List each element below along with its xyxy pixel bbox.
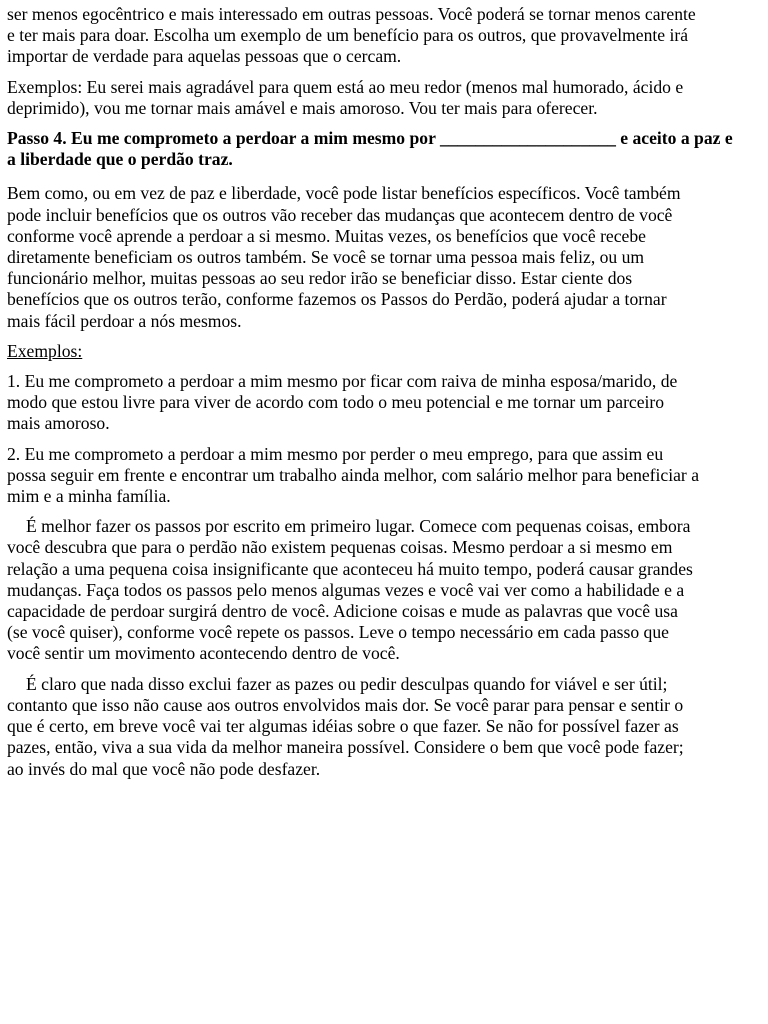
- text-line: mais amoroso.: [7, 413, 110, 434]
- text-line: diretamente beneficiam os outros também. Se você se tornar uma pessoa mais feliz, ou um: [7, 247, 645, 268]
- text-line: ao invés do mal que você não pode desfazer.: [7, 758, 321, 779]
- text-line: pazes, então, viva a sua vida da melhor maneira possível. Considere o bem que você pode fazer;: [7, 737, 684, 758]
- paragraph-examples-benefits: [7, 77, 759, 119]
- step-4-heading: [7, 128, 759, 170]
- text-line: funcionário melhor, muitas pessoas ao seu redor irão se beneficiar disso. Estar ciente dos: [7, 268, 633, 289]
- text-line: possa seguir em frente e encontrar um trabalho ainda melhor, com salário melhor para beneficiar a: [7, 464, 699, 485]
- text-line: 1. Eu me comprometo a perdoar a mim mesmo por ficar com raiva de minha esposa/marido, de: [7, 371, 678, 392]
- text-line: contanto que isso não cause aos outros envolvidos mais dor. Se você parar para pensar e sentir o: [7, 694, 684, 715]
- text-line: benefícios que os outros terão, conforme fazemos os Passos do Perdão, poderá ajudar a tornar: [7, 289, 667, 310]
- paragraph-amends: [7, 674, 759, 780]
- text-line: ser menos egocêntrico e mais interessado em outras pessoas. Você poderá se tornar menos carente: [7, 4, 696, 24]
- text-line: (se você quiser), conforme você repete os passos. Leve o tempo necessário em cada passo que: [7, 622, 669, 643]
- text-line: mais fácil perdoar a nós mesmos.: [7, 310, 242, 331]
- paragraph-benefits-intro: [7, 4, 759, 68]
- heading-line: a liberdade que o perdão traz.: [7, 149, 233, 170]
- text-line: e ter mais para doar. Escolha um exemplo de um benefício para os outros, que provavelmente irá: [7, 25, 689, 46]
- paragraph-writing-steps: [7, 516, 759, 664]
- text-line: que é certo, em breve você vai ter algumas idéias sobre o que fazer. Se não for possível fazer as: [7, 716, 679, 737]
- example-2: [7, 444, 759, 508]
- text-line: 2. Eu me comprometo a perdoar a mim mesmo por perder o meu emprego, para que assim eu: [7, 443, 664, 464]
- text-line: Bem como, ou em vez de paz e liberdade, você pode listar benefícios específicos. Você também: [7, 183, 681, 204]
- document-page: [7, 0, 759, 780]
- heading-line: Passo 4. Eu me comprometo a perdoar a mim mesmo por ____________________ e aceito a paz e: [7, 128, 733, 149]
- text-line: Exemplos: Eu serei mais agradável para quem está ao meu redor (menos mal humorado, ácido e: [7, 76, 684, 97]
- text-line: modo que estou livre para viver de acordo com todo o meu potencial e me tornar um parceiro: [7, 392, 665, 413]
- text-line: você descubra que para o perdão não existem pequenas coisas. Mesmo perdoar a si mesmo em: [7, 537, 673, 558]
- text-line: você sentir um movimento acontecendo dentro de você.: [7, 643, 400, 664]
- text-line: relação a uma pequena coisa insignificante que aconteceu há muito tempo, poderá causar grandes: [7, 558, 693, 579]
- text-line: importar de verdade para aquelas pessoas que o cercam.: [7, 46, 402, 67]
- text-line: É melhor fazer os passos por escrito em primeiro lugar. Comece com pequenas coisas, embora: [26, 516, 691, 537]
- example-1: [7, 371, 759, 435]
- text-line: deprimido), vou me tornar mais amável e mais amoroso. Vou ter mais para oferecer.: [7, 97, 598, 118]
- text-line: É claro que nada disso exclui fazer as pazes ou pedir desculpas quando for viável e ser útil;: [26, 673, 668, 694]
- text-line: pode incluir benefícios que os outros vão receber das mudanças que acontecem dentro de você: [7, 204, 673, 225]
- text-line: mudanças. Faça todos os passos pelo menos algumas vezes e você vai ver como a habilidade e a: [7, 579, 685, 600]
- examples-label: [7, 341, 759, 362]
- text-line: capacidade de perdoar surgirá dentro de você. Adicione coisas e mude as palavras que você usa: [7, 601, 678, 622]
- examples-label-text: Exemplos:: [7, 340, 83, 361]
- text-line: mim e a minha família.: [7, 486, 171, 507]
- text-line: conforme você aprende a perdoar a si mesmo. Muitas vezes, os benefícios que você recebe: [7, 225, 646, 246]
- paragraph-specific-benefits: [7, 183, 759, 331]
